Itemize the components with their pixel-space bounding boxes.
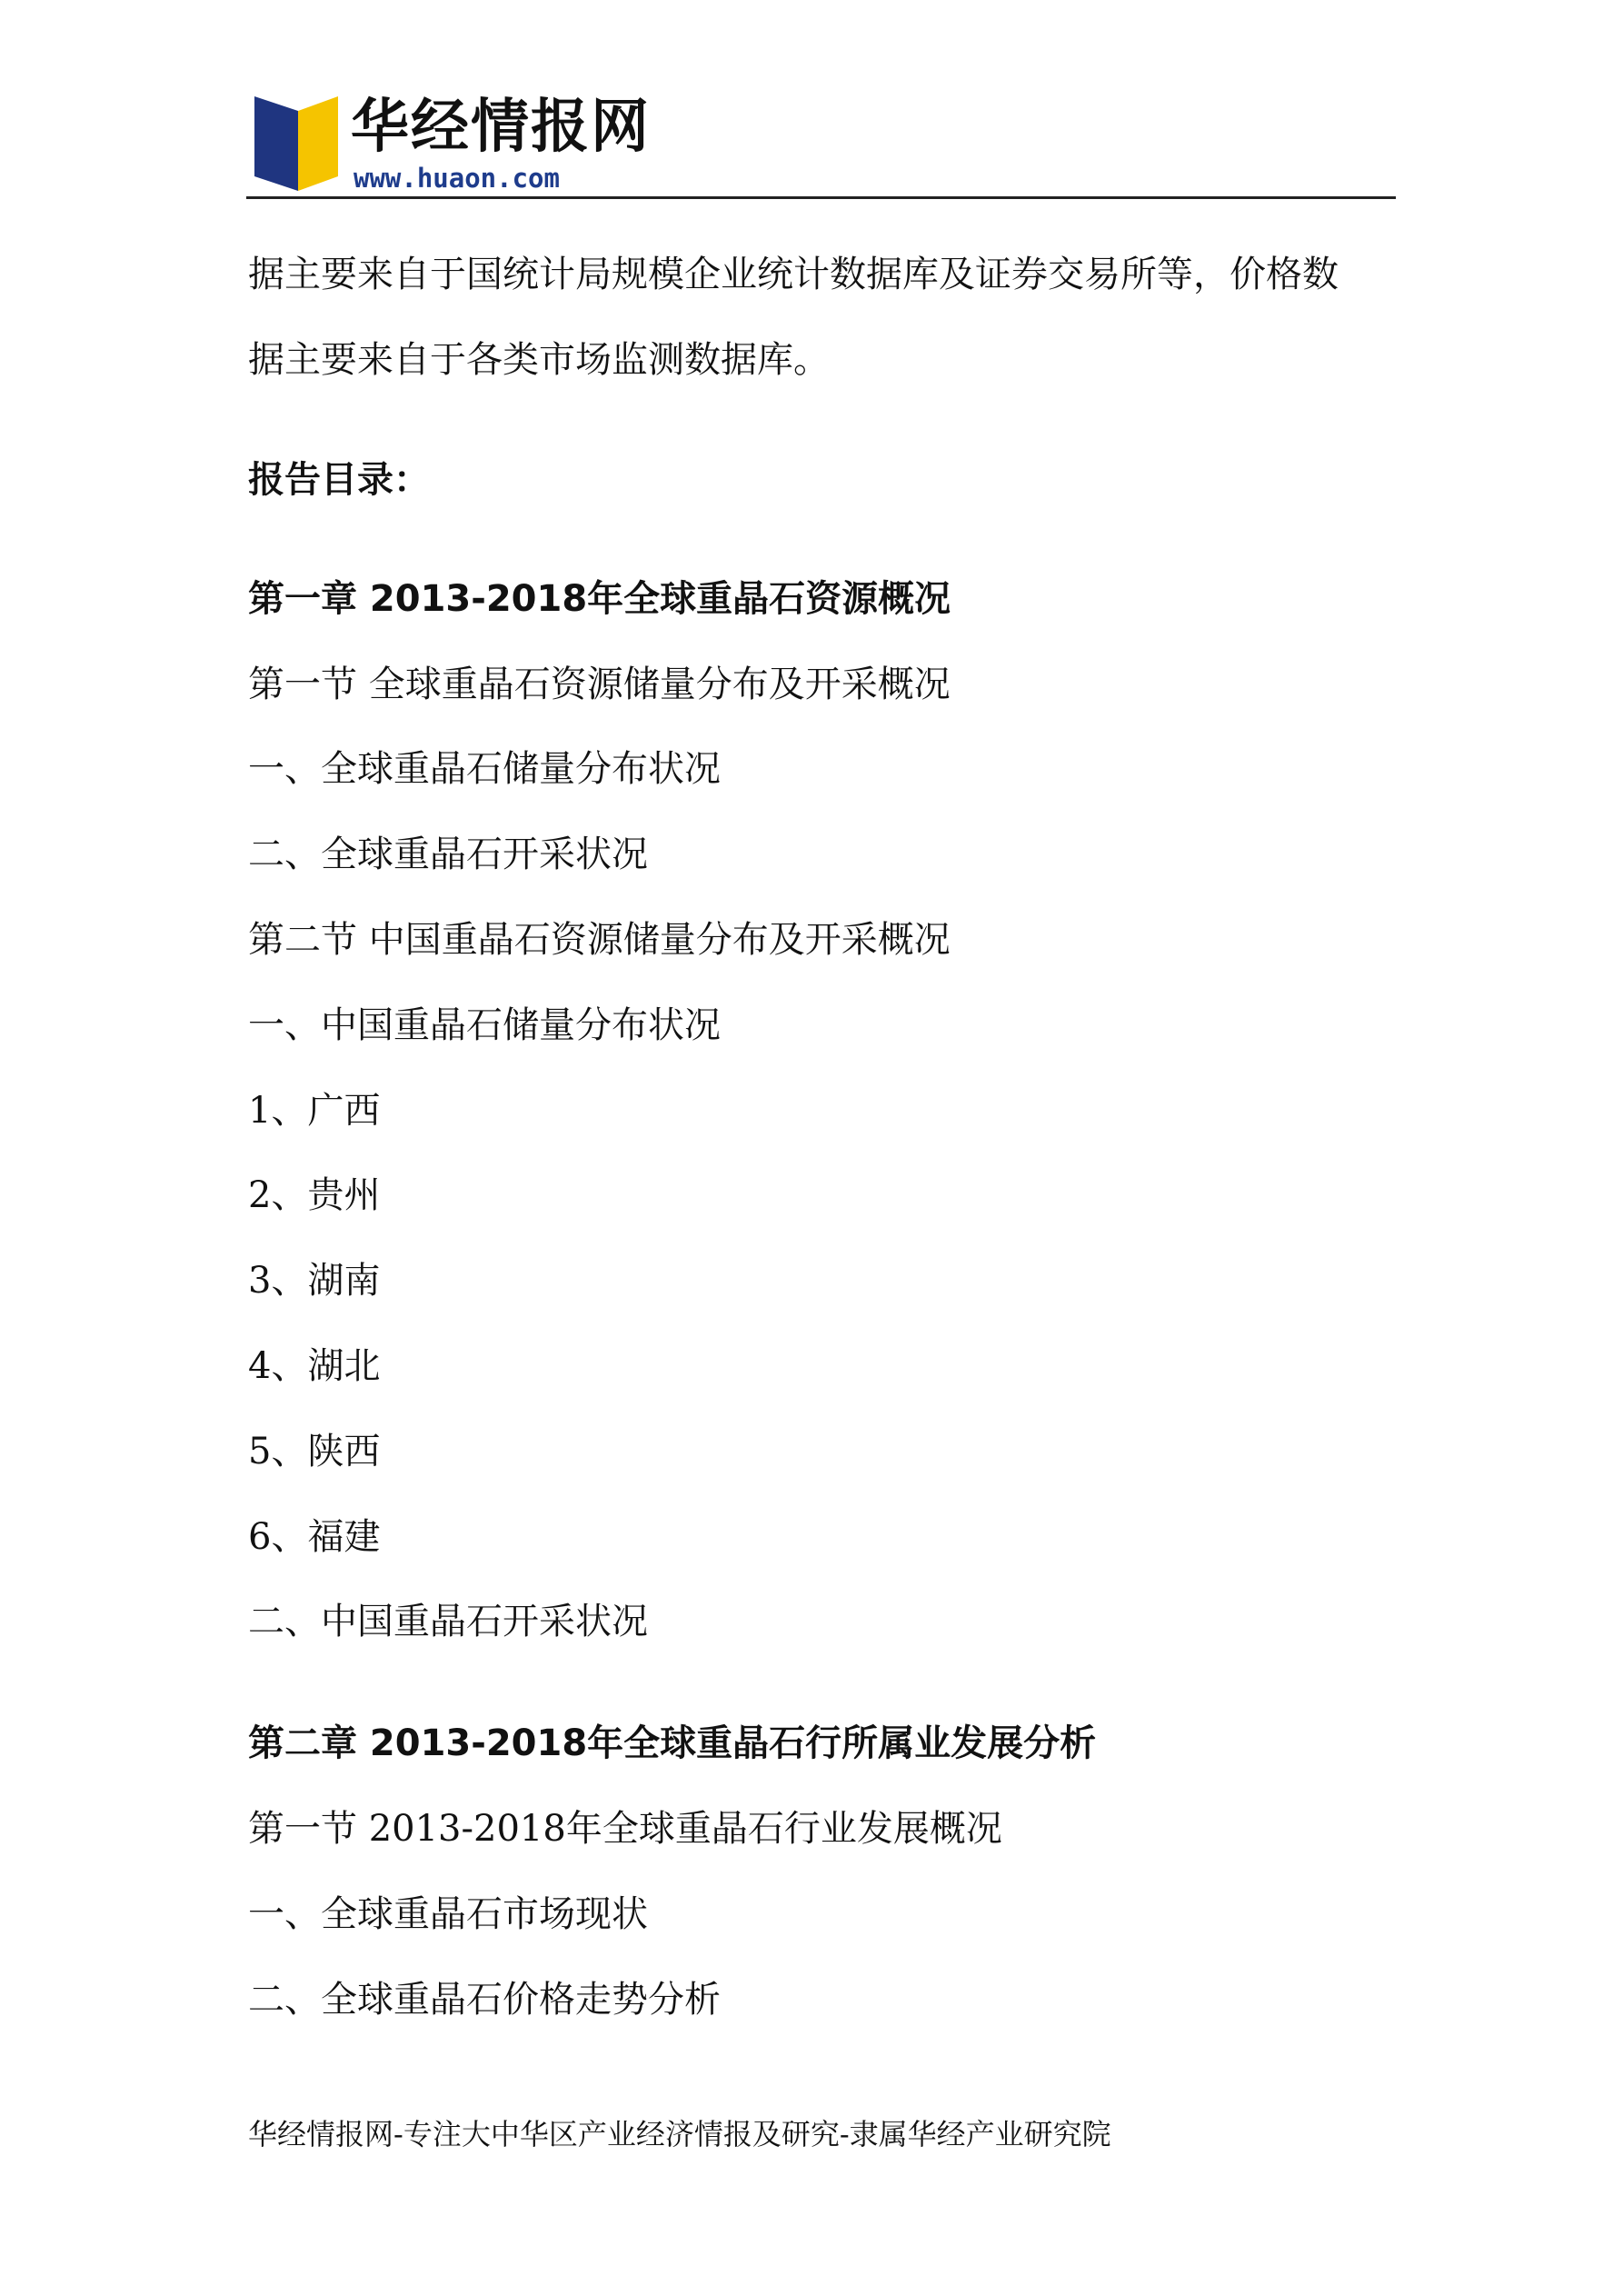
toc-item: 二、全球重晶石开采状况: [248, 834, 648, 875]
toc-section: 第一节 全球重晶石资源储量分布及开采概况: [248, 664, 951, 705]
toc-subitem: 3、湖南: [248, 1260, 381, 1302]
toc-item: 一、中国重晶石储量分布状况: [248, 1004, 721, 1046]
toc-chapter: 第一章 2013-2018年全球重晶石资源概况: [248, 578, 951, 620]
toc-subitem: 1、广西: [248, 1090, 381, 1132]
intro-line-1: 据主要来自于国统计局规模企业统计数据库及证券交易所等，价格数: [248, 254, 1339, 295]
toc-subitem: 4、湖北: [248, 1345, 381, 1387]
toc-subitem: 2、贵州: [248, 1174, 381, 1216]
huaon-logo-icon: [254, 96, 338, 191]
brand-name: 华经情报网: [351, 94, 651, 161]
header-divider: [246, 196, 1396, 199]
toc-chapter: 第二章 2013-2018年全球重晶石行所属业发展分析: [248, 1722, 1097, 1764]
toc-section: 第一节 2013-2018年全球重晶石行业发展概况: [248, 1808, 1002, 1850]
toc-item: 二、中国重晶石开采状况: [248, 1601, 648, 1642]
page-header: [246, 91, 1396, 200]
toc-item: 一、全球重晶石市场现状: [248, 1893, 648, 1935]
toc-item: 一、全球重晶石储量分布状况: [248, 748, 721, 790]
page-footer: 华经情报网-专注大中华区产业经济情报及研究-隶属华经产业研究院: [248, 2117, 1111, 2151]
toc-subitem: 5、陕西: [248, 1431, 381, 1472]
brand-url[interactable]: www.huaon.com: [353, 163, 560, 194]
intro-line-2: 据主要来自于各类市场监测数据库。: [248, 339, 830, 381]
toc-title: 报告目录：: [248, 459, 430, 501]
toc-item: 二、全球重晶石价格走势分析: [248, 1979, 721, 2021]
toc-subitem: 6、福建: [248, 1516, 381, 1558]
toc-section: 第二节 中国重晶石资源储量分布及开采概况: [248, 919, 951, 961]
